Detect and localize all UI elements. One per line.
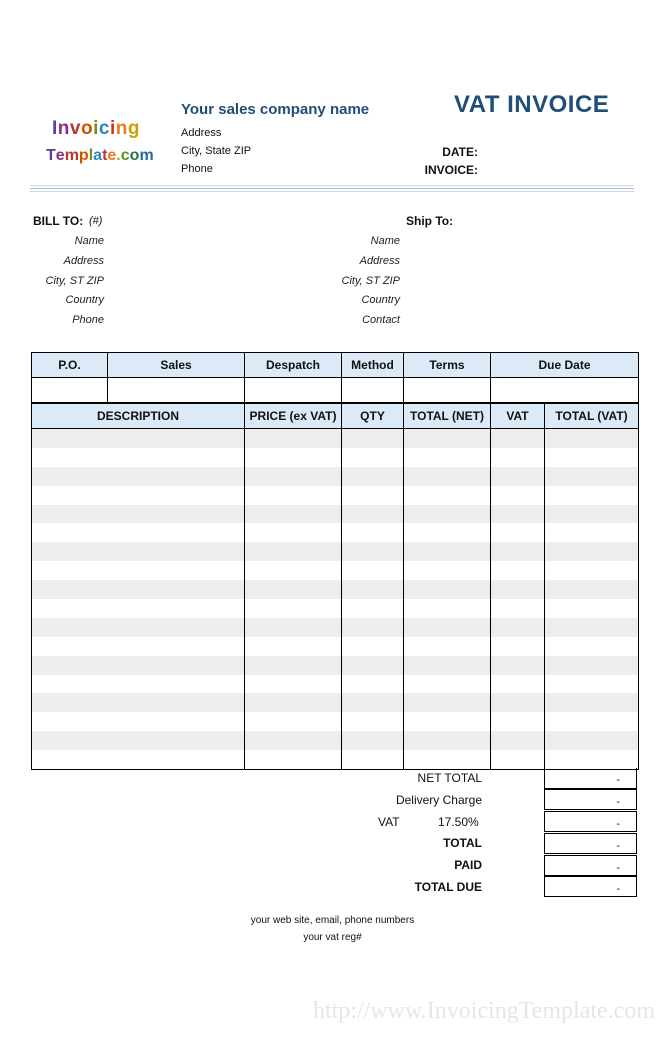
item-cell[interactable] <box>404 637 491 656</box>
table-row <box>32 675 639 694</box>
item-cell[interactable] <box>32 675 245 694</box>
item-cell[interactable] <box>491 505 545 524</box>
item-cell[interactable] <box>342 675 404 694</box>
table-row <box>32 561 639 580</box>
item-cell[interactable] <box>404 731 491 750</box>
item-cell[interactable] <box>32 731 245 750</box>
item-cell[interactable] <box>491 561 545 580</box>
delivery-charge-value[interactable]: - <box>544 789 637 810</box>
table-row <box>32 712 639 731</box>
item-cell[interactable] <box>491 523 545 542</box>
item-cell[interactable] <box>32 505 245 524</box>
method-cell[interactable] <box>342 378 404 403</box>
sales-header: Sales <box>108 353 245 378</box>
item-cell[interactable] <box>32 542 245 561</box>
watermark: http://www.InvoicingTemplate.com <box>312 998 655 1024</box>
total-label: TOTAL <box>443 836 482 850</box>
company-city: City, State ZIP <box>181 145 252 157</box>
item-cell[interactable] <box>245 675 342 694</box>
total-net-header: TOTAL (NET) <box>404 404 491 429</box>
item-cell[interactable] <box>342 505 404 524</box>
item-cell[interactable] <box>545 467 639 486</box>
item-cell[interactable] <box>32 637 245 656</box>
item-cell[interactable] <box>404 750 491 769</box>
item-cell[interactable] <box>32 599 245 618</box>
item-cell[interactable] <box>342 467 404 486</box>
net-total-label: NET TOTAL <box>417 771 482 785</box>
item-cell[interactable] <box>404 542 491 561</box>
item-cell[interactable] <box>245 731 342 750</box>
footer-vat-reg: your vat reg# <box>303 932 362 943</box>
item-cell[interactable] <box>245 467 342 486</box>
bill-to-label: BILL TO: <box>33 214 84 228</box>
item-cell[interactable] <box>342 542 404 561</box>
table-row <box>32 580 639 599</box>
total-due-value: - <box>544 876 637 897</box>
total-due-label: TOTAL DUE <box>414 880 482 894</box>
item-cell[interactable] <box>491 580 545 599</box>
item-cell[interactable] <box>342 712 404 731</box>
paid-value[interactable]: - <box>544 855 637 876</box>
item-cell[interactable] <box>245 656 342 675</box>
item-cell[interactable] <box>342 599 404 618</box>
vat-header: VAT <box>491 404 545 429</box>
item-cell[interactable] <box>404 599 491 618</box>
item-cell[interactable] <box>491 693 545 712</box>
ship-to-name: Name <box>370 235 400 247</box>
ship-to-country: Country <box>361 294 400 306</box>
po-cell[interactable] <box>32 378 108 403</box>
item-cell[interactable] <box>491 599 545 618</box>
item-cell[interactable] <box>245 542 342 561</box>
item-cell[interactable] <box>545 429 639 448</box>
item-cell[interactable] <box>404 656 491 675</box>
due-date-cell[interactable] <box>491 378 639 403</box>
item-cell[interactable] <box>545 712 639 731</box>
item-cell[interactable] <box>342 561 404 580</box>
table-row <box>32 486 639 505</box>
ship-to-address: Address <box>359 255 400 267</box>
item-cell[interactable] <box>545 561 639 580</box>
item-cell[interactable] <box>545 731 639 750</box>
paid-label: PAID <box>454 858 482 872</box>
table-row <box>32 693 639 712</box>
item-cell[interactable] <box>342 637 404 656</box>
bill-to-hash: (#) <box>89 215 103 227</box>
table-row <box>32 523 639 542</box>
item-cell[interactable] <box>404 618 491 637</box>
table-row <box>32 750 639 769</box>
item-cell[interactable] <box>342 523 404 542</box>
item-cell[interactable] <box>32 580 245 599</box>
terms-header: Terms <box>404 353 491 378</box>
po-header: P.O. <box>32 353 108 378</box>
item-cell[interactable] <box>404 561 491 580</box>
item-cell[interactable] <box>342 750 404 769</box>
item-cell[interactable] <box>32 656 245 675</box>
item-cell[interactable] <box>342 656 404 675</box>
item-cell[interactable] <box>342 486 404 505</box>
item-cell[interactable] <box>404 429 491 448</box>
item-cell[interactable] <box>545 656 639 675</box>
bill-to-city: City, ST ZIP <box>45 275 104 287</box>
item-cell[interactable] <box>32 486 245 505</box>
bill-to-address: Address <box>63 255 104 267</box>
item-cell[interactable] <box>491 656 545 675</box>
footer-contact: your web site, email, phone numbers <box>250 915 415 926</box>
logo-line-2: Template.com <box>46 147 154 164</box>
item-cell[interactable] <box>545 618 639 637</box>
item-cell[interactable] <box>404 712 491 731</box>
item-cell[interactable] <box>491 731 545 750</box>
item-cell[interactable] <box>245 599 342 618</box>
ship-to-city: City, ST ZIP <box>341 275 400 287</box>
qty-header: QTY <box>342 404 404 429</box>
item-cell[interactable] <box>342 693 404 712</box>
bill-to-name: Name <box>74 235 104 247</box>
item-cell[interactable] <box>545 599 639 618</box>
item-cell[interactable] <box>32 712 245 731</box>
item-cell[interactable] <box>404 675 491 694</box>
item-cell[interactable] <box>245 750 342 769</box>
item-cell[interactable] <box>491 637 545 656</box>
despatch-cell[interactable] <box>245 378 342 403</box>
item-cell[interactable] <box>491 429 545 448</box>
ship-to-contact: Contact <box>362 314 400 326</box>
item-cell[interactable] <box>245 561 342 580</box>
item-cell[interactable] <box>32 448 245 467</box>
invoice-number-label: INVOICE: <box>424 163 478 177</box>
item-cell[interactable] <box>491 486 545 505</box>
item-cell[interactable] <box>342 731 404 750</box>
table-row <box>32 618 639 637</box>
item-cell[interactable] <box>245 429 342 448</box>
method-header: Method <box>342 353 404 378</box>
item-cell[interactable] <box>545 505 639 524</box>
item-cell[interactable] <box>404 693 491 712</box>
net-total-value: - <box>544 768 637 789</box>
item-cell[interactable] <box>545 750 639 769</box>
item-cell[interactable] <box>404 523 491 542</box>
item-cell[interactable] <box>545 637 639 656</box>
delivery-charge-label: Delivery Charge <box>395 793 482 807</box>
header-divider-1 <box>30 185 634 186</box>
item-cell[interactable] <box>32 523 245 542</box>
item-cell[interactable] <box>491 448 545 467</box>
item-cell[interactable] <box>404 580 491 599</box>
item-cell[interactable] <box>245 712 342 731</box>
item-cell[interactable] <box>245 618 342 637</box>
item-cell[interactable] <box>491 712 545 731</box>
company-phone: Phone <box>181 163 213 175</box>
company-address: Address <box>181 127 222 139</box>
item-cell[interactable] <box>32 618 245 637</box>
total-vat-header: TOTAL (VAT) <box>545 404 639 429</box>
bill-to-phone: Phone <box>72 314 104 326</box>
item-cell[interactable] <box>245 523 342 542</box>
table-row <box>32 429 639 448</box>
description-header: DESCRIPTION <box>32 404 245 429</box>
table-row <box>32 599 639 618</box>
item-cell[interactable] <box>245 486 342 505</box>
total-value: - <box>544 833 637 854</box>
item-cell[interactable] <box>491 618 545 637</box>
table-row <box>32 448 639 467</box>
item-cell[interactable] <box>404 448 491 467</box>
item-cell[interactable] <box>491 467 545 486</box>
item-cell[interactable] <box>245 693 342 712</box>
company-name: Your sales company name <box>181 101 370 118</box>
logo-line-1: Invoicing <box>52 118 140 139</box>
due-date-header: Due Date <box>491 353 639 378</box>
item-cell[interactable] <box>32 750 245 769</box>
header-divider-2 <box>30 188 634 189</box>
vat-value: - <box>544 811 637 832</box>
item-cell[interactable] <box>545 580 639 599</box>
ship-to-label: Ship To: <box>406 214 454 228</box>
bill-to-country: Country <box>65 294 104 306</box>
order-info-table <box>31 352 639 403</box>
table-row <box>32 656 639 675</box>
item-cell[interactable] <box>342 580 404 599</box>
item-cell[interactable] <box>32 561 245 580</box>
item-cell[interactable] <box>545 486 639 505</box>
table-row <box>32 731 639 750</box>
item-cell[interactable] <box>245 580 342 599</box>
table-row <box>32 637 639 656</box>
item-cell[interactable] <box>32 429 245 448</box>
item-cell[interactable] <box>404 467 491 486</box>
item-cell[interactable] <box>342 448 404 467</box>
items-table <box>31 403 639 770</box>
item-cell[interactable] <box>404 486 491 505</box>
table-row <box>32 505 639 524</box>
item-cell[interactable] <box>32 467 245 486</box>
table-row <box>32 542 639 561</box>
table-row <box>32 467 639 486</box>
item-cell[interactable] <box>342 618 404 637</box>
item-cell[interactable] <box>342 429 404 448</box>
item-cell[interactable] <box>545 542 639 561</box>
item-cell[interactable] <box>245 505 342 524</box>
item-cell[interactable] <box>245 448 342 467</box>
invoice-title: VAT INVOICE <box>454 91 610 118</box>
price-header: PRICE (ex VAT) <box>245 404 342 429</box>
item-cell[interactable] <box>545 693 639 712</box>
item-cell[interactable] <box>491 750 545 769</box>
date-label: DATE: <box>442 145 478 159</box>
item-cell[interactable] <box>404 505 491 524</box>
despatch-header: Despatch <box>245 353 342 378</box>
vat-rate[interactable]: 17.50% <box>438 815 479 829</box>
item-cell[interactable] <box>545 675 639 694</box>
header-divider-3 <box>30 191 634 192</box>
terms-cell[interactable] <box>404 378 491 403</box>
item-cell[interactable] <box>545 448 639 467</box>
sales-cell[interactable] <box>108 378 245 403</box>
item-cell[interactable] <box>245 637 342 656</box>
item-cell[interactable] <box>491 542 545 561</box>
item-cell[interactable] <box>491 675 545 694</box>
vat-label: VAT <box>378 815 400 829</box>
item-cell[interactable] <box>32 693 245 712</box>
item-cell[interactable] <box>545 523 639 542</box>
